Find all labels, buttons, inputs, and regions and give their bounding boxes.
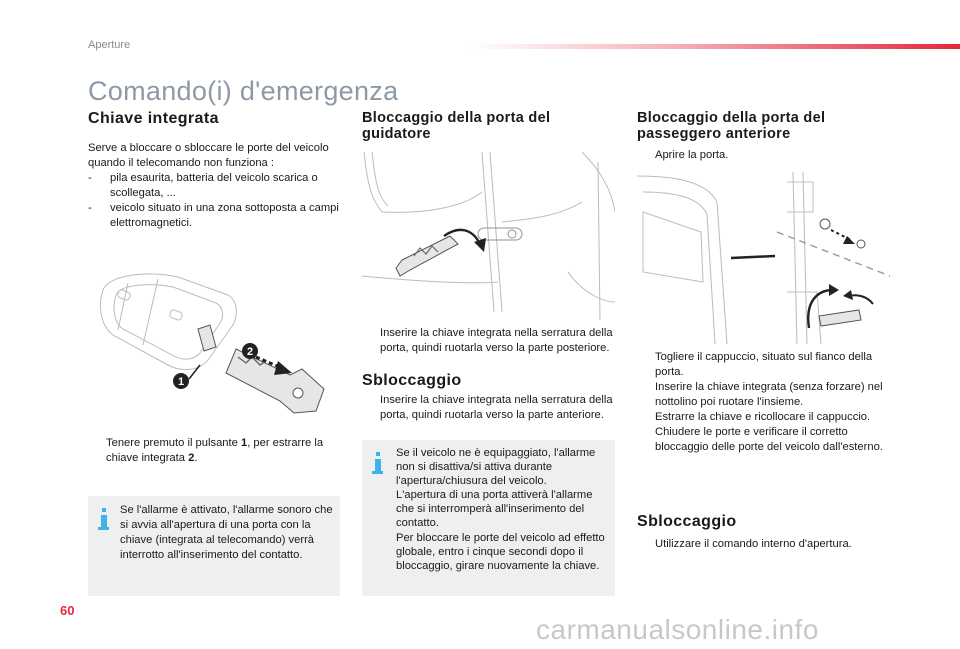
- bullet-icon: [637, 148, 655, 163]
- callout-1: 1: [177, 376, 185, 388]
- info-text: Se il veicolo ne è equipaggiato, l'allarme non si disattiva/si attiva durante l'apertura/chiusura del veicolo. L'apertura di una porta attiverà l'allarme che si interromperà all'inserimento del contatto. Per bloccare le porte del veicolo ad effetto globale, entro i cinque secondi dopo il bloccaggio, girare nuovamente la chiave.: [396, 447, 605, 572]
- heading-passenger-unlock: Sbloccaggio: [637, 513, 737, 530]
- list-item: [637, 425, 890, 455]
- heading-driver-door-lock: Bloccaggio della porta del guidatore: [362, 110, 551, 142]
- step-text-part: .: [194, 452, 198, 464]
- step-bold-1: 1: [240, 437, 248, 449]
- bullet-icon: [362, 326, 380, 356]
- step-text-part: Tenere premuto il pulsante: [106, 437, 241, 449]
- step-bold-2: 2: [188, 452, 195, 464]
- bullet-icon: [637, 537, 655, 552]
- info-icon: [372, 452, 384, 476]
- list-item: [88, 201, 340, 231]
- list-item: [637, 410, 890, 425]
- info-box-alarm: [88, 496, 340, 596]
- step-text: Inserire la chiave integrata nella serratura della porta, quindi ruotarla verso la parte posteriore.: [380, 327, 613, 354]
- step-text: Utilizzare il comando interno d'apertura.: [655, 538, 852, 550]
- heading-chiave-integrata: Chiave integrata: [88, 110, 219, 127]
- page-number: 60: [60, 603, 75, 618]
- key-fob-illustration: [88, 265, 338, 425]
- step-text: Inserire la chiave integrata nella serratura della porta, quindi ruotarla verso la parte anteriore.: [380, 394, 613, 421]
- list-item: [88, 171, 340, 201]
- driver-door-illustration: [362, 152, 615, 320]
- passenger-door-illustration: [637, 172, 890, 344]
- step-text: [106, 436, 340, 466]
- section-label: Aperture: [88, 39, 131, 51]
- passenger-unlock-step: [637, 537, 890, 552]
- watermark: carmanualsonline.info: [536, 614, 819, 645]
- info-icon: [98, 508, 110, 532]
- list-item-text: pila esaurita, batteria del veicolo scarica o scollegata, ...: [110, 172, 318, 199]
- bullet-icon: [637, 410, 655, 425]
- intro-text: Serve a bloccare o sbloccare le porte del veicolo quando il telecomando non funziona :: [88, 142, 329, 169]
- step-text: Inserire la chiave integrata (senza forzare) nel nottolino poi ruotare l'insieme.: [655, 381, 883, 408]
- list-item-text: veicolo situato in una zona sottoposta a campi elettromagnetici.: [110, 202, 339, 229]
- header-accent-bar: [470, 44, 960, 49]
- open-door-step: [637, 148, 887, 163]
- bullet-icon: [88, 436, 106, 466]
- bullet-icon: [637, 425, 655, 455]
- passenger-steps-list: [637, 350, 890, 455]
- step-text: Chiudere le porte e verificare il corretto bloccaggio delle porte del veicolo dall'esterno.: [655, 426, 883, 453]
- step-text: Estrarre la chiave e ricollocare il cappuccio.: [655, 411, 871, 423]
- dash-list: [88, 171, 340, 231]
- heading-passenger-door-lock: Bloccaggio della porta del passeggero anteriore: [637, 110, 826, 142]
- info-text: Se l'allarme è attivato, l'allarme sonoro che si avvia all'apertura di una porta con la chiave (integrata al telecomando) verrà interrotto all'inserimento del contatto.: [120, 504, 333, 561]
- bullet-icon: [637, 350, 655, 380]
- list-item: [637, 350, 890, 380]
- bullet-icon: [362, 393, 380, 423]
- page-title: Comando(i) d'emergenza: [88, 76, 399, 106]
- step-text-part: , per estrarre la chiave integrata: [106, 437, 324, 464]
- dash-mark: -: [88, 172, 92, 184]
- callout-2: 2: [246, 346, 254, 358]
- step-text: Aprire la porta.: [655, 149, 729, 161]
- extract-key-step: [88, 436, 340, 466]
- driver-unlock-step: [362, 393, 615, 423]
- bullet-icon: [637, 380, 655, 410]
- heading-driver-unlock: Sbloccaggio: [362, 372, 462, 389]
- info-box-alarm-global: [362, 440, 615, 596]
- dash-mark: -: [88, 202, 92, 214]
- list-item: [637, 380, 890, 410]
- step-text: Togliere il cappuccio, situato sul fianco della porta.: [655, 351, 873, 378]
- driver-lock-step: [362, 326, 615, 356]
